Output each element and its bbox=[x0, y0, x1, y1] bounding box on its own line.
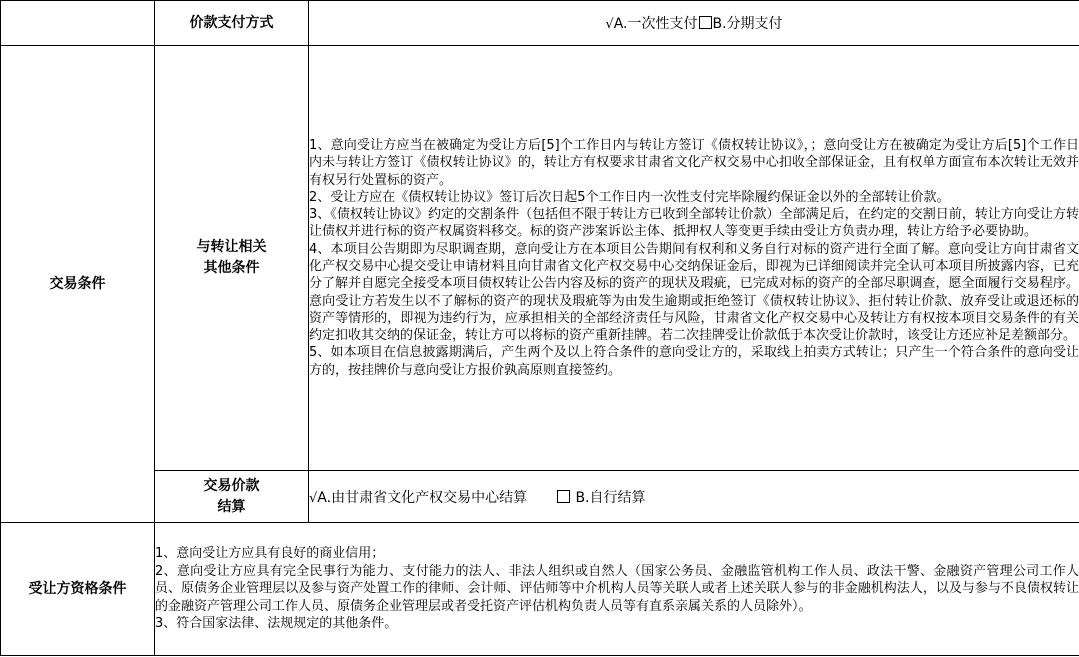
condition-item: 3、《债权转让协议》约定的交割条件（包括但不限于转让方已收到全部转让价款）全部满足后，在约定的交割日前，转让方向受让方转让债权并进行标的资产权属资料移交。标的资产涉案诉讼主体、抵押权人等变更手续由受让方负责办理，转让方给予必要协助。 bbox=[309, 207, 1079, 240]
settlement-label bbox=[155, 471, 309, 523]
other-conditions-label bbox=[155, 46, 309, 471]
other-conditions-label-line2: 其他条件 bbox=[203, 260, 260, 276]
payment-option-a: A.一次性支付 bbox=[613, 16, 698, 32]
settlement-label-line1: 交易价款 bbox=[203, 477, 260, 494]
other-conditions-text bbox=[309, 46, 1079, 471]
condition-item: 2、受让方应在《债权转让协议》签订后次日起5个工作日内一次性支付完毕除履约保证金以外的全部转让价款。 bbox=[309, 189, 950, 205]
checkbox-icon bbox=[557, 490, 570, 503]
checkbox-icon bbox=[699, 16, 712, 29]
settlement-option-a: A.由甘肃省文化产权交易中心结算 bbox=[317, 489, 528, 506]
qualifications-text bbox=[155, 523, 1079, 656]
settlement-options bbox=[309, 471, 1079, 523]
condition-item: 4、本项目公告期即为尽职调查期，意向受让方在本项目公告期间有权利和义务自行对标的资产进行全面了解。意向受让方向甘肃省文化产权交易中心提交受让申请材料且向甘肃省文化产权交易中心交纳保证金后，即视为已详细阅读并完全认可本项目所披露内容，已充分了解并自愿完全接受本项目债权转让公告内容及标的资产的现状及瑕疵，已完成对标的资产的全部尽职调查，愿全面履行交易程序。意向受让方若发生以不了解标的资产的现状及瑕疵等为由发生逾期或拒绝签订《债权转让协议》、拒付转让价款、放弃受让或退还标的资产等情形的，即视为违约行为，应承担相关的全部经济责任与风险，甘肃省文化产权交易中心及转让方有权按本项目交易条件的有关约定扣收其交纳的保证金，转让方可以将标的资产重新挂牌。若二次挂牌受让价款低于本次受让价款时，该受让方还应补足差额部分。 bbox=[309, 241, 1079, 344]
trade-conditions-label: 交易条件 bbox=[1, 46, 155, 523]
payment-method-label: 价款支付方式 bbox=[155, 1, 309, 46]
condition-item: 5、如本项目在信息披露期满后，产生两个及以上符合条件的意向受让方的，采取线上拍卖方式转让；只产生一个符合条件的意向受让方的，按挂牌价与意向受让方报价孰高原则直接签约。 bbox=[309, 345, 1079, 378]
checkmark-icon: √ bbox=[309, 490, 318, 506]
condition-item: 1、意向受让方应当在被确定为受让方后[5]个工作日内与转让方签订《债权转让协议》，；意向受让方在被确定为受让方后[5]个工作日内未与转让方签订《债权转让协议》的，转让方有权要求甘肃省文化产权交易中心扣收全部保证金，且有权单方面宣布本次转让无效并有权另行处置标的资产。 bbox=[309, 137, 1079, 188]
checkmark-icon: √ bbox=[605, 17, 614, 32]
qualification-item: 2、意向受让方应具有完全民事行为能力、支付能力的法人、非法人组织或自然人（国家公务员、金融监管机构工作人员、政法干警、金融资产管理公司工作人员、原债务企业管理层以及参与资产处置工作的律师、会计师、评估师等中介机构人员等关联人或者上述关联人参与的非金融机构法人，以及与参与不良债权转让的金融资产管理公司工作人员、原债务企业管理层或者受托资产评估机构负责人员等有直系亲属关系的人员除外）。 bbox=[155, 563, 1079, 614]
qualification-item: 3、符合国家法律、法规规定的其他条件。 bbox=[155, 616, 398, 632]
payment-method-options bbox=[309, 1, 1079, 46]
settlement-label-line2: 结算 bbox=[217, 498, 246, 515]
settlement-option-b: B.自行结算 bbox=[575, 489, 646, 506]
payment-option-b: B.分期支付 bbox=[712, 16, 783, 32]
qualifications-label: 受让方资格条件 bbox=[1, 523, 155, 656]
qualification-item: 1、意向受让方应具有良好的商业信用； bbox=[155, 546, 385, 562]
other-conditions-label-line1: 与转让相关 bbox=[196, 239, 267, 255]
blank-cell bbox=[1, 1, 155, 46]
